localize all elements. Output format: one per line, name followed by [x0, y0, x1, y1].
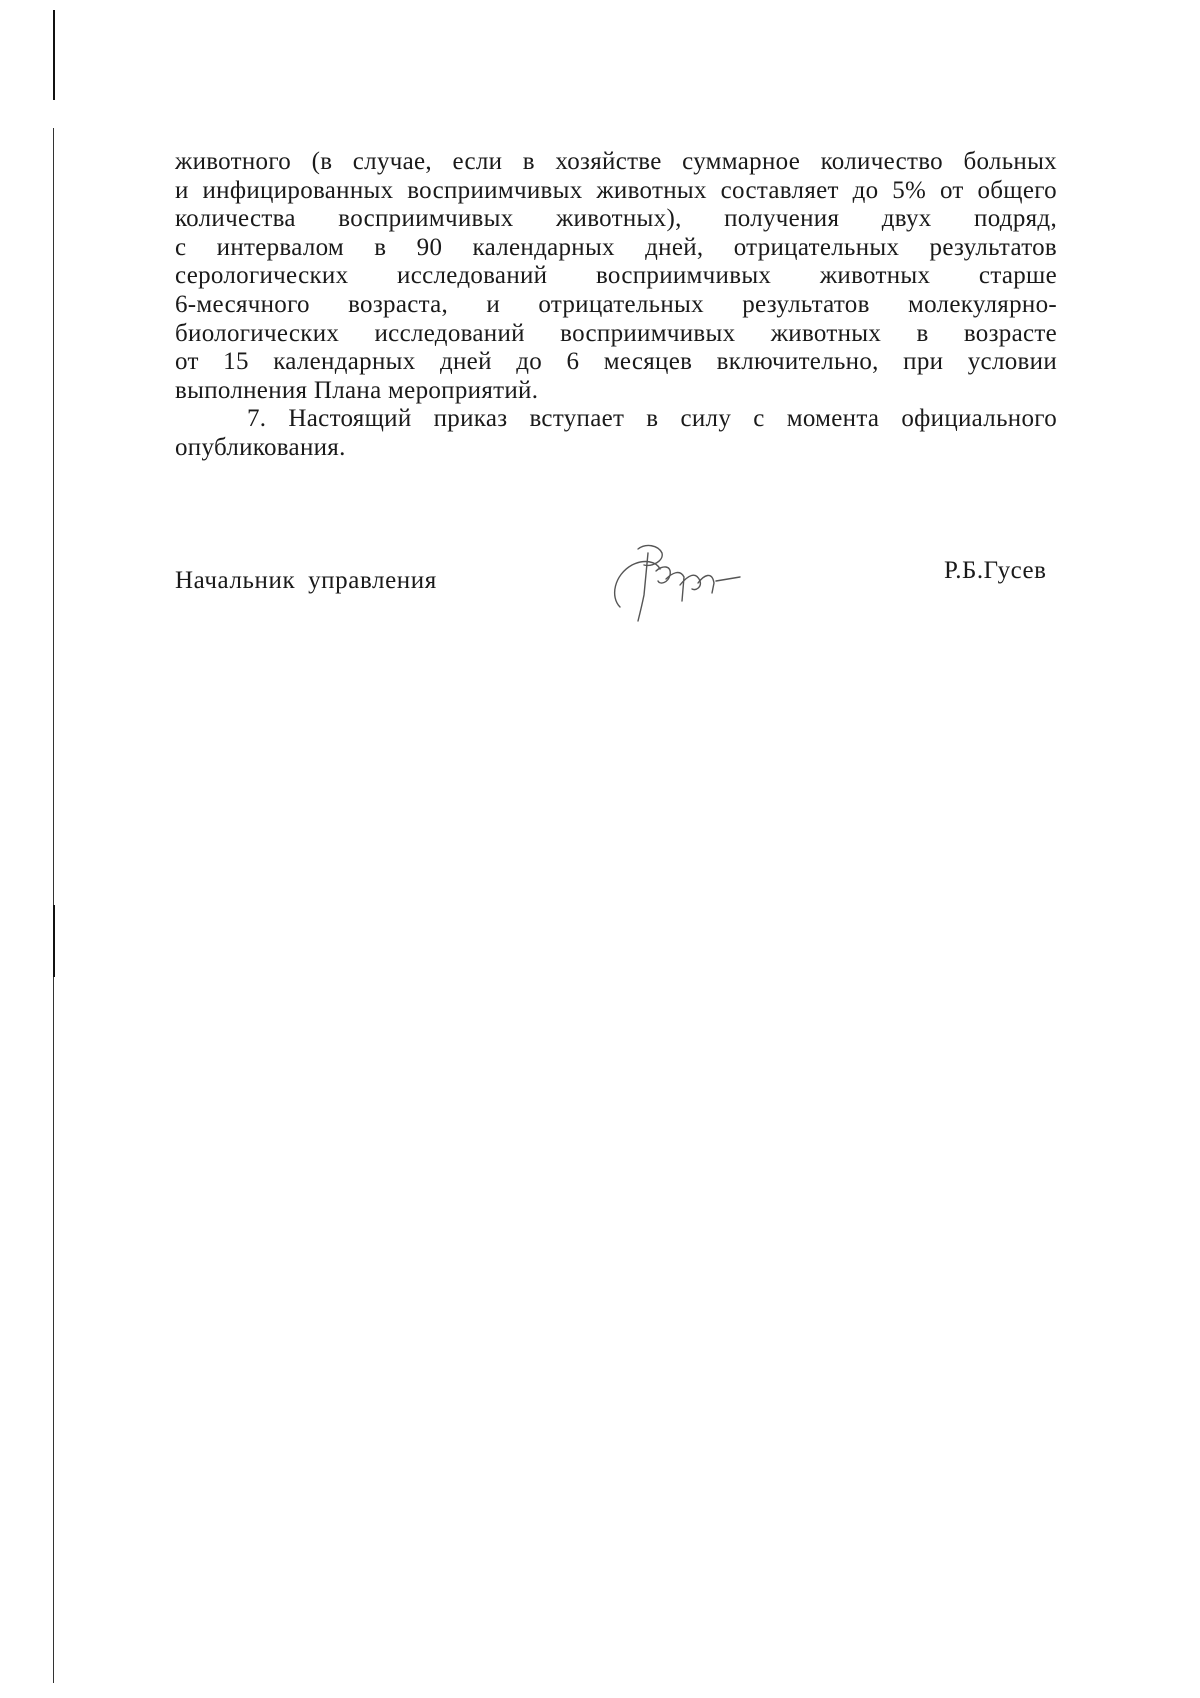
text-line: биологических исследований восприимчивых животных в возрасте	[175, 319, 1057, 347]
document-body	[175, 148, 1057, 463]
handwritten-signature	[600, 535, 770, 625]
text-line: и инфицированных восприимчивых животных составляет до 5% от общего	[175, 176, 1057, 204]
text-line: опубликования.	[175, 433, 346, 461]
scan-edge-line	[53, 10, 55, 100]
text-line: от 15 календарных дней до 6 месяцев включительно, при условии	[175, 348, 1057, 376]
text-line: 7. Настоящий приказ вступает в силу с момента официального	[247, 405, 1057, 433]
text-line: животного (в случае, если в хозяйстве суммарное количество больных	[175, 148, 1057, 175]
scan-edge-line	[53, 905, 55, 977]
text-line: выполнения Плана мероприятий.	[175, 376, 539, 404]
signatory-position: Начальник управления	[175, 567, 437, 594]
text-line: с интервалом в 90 календарных дней, отрицательных результатов	[175, 233, 1057, 261]
text-line: количества восприимчивых животных), получения двух подряд,	[175, 205, 1057, 233]
text-line: серологических исследований восприимчивых животных старше	[175, 262, 1057, 290]
text-line: 6-месячного возраста, и отрицательных результатов молекулярно-	[175, 290, 1057, 318]
signatory-name: Р.Б.Гусев	[944, 557, 1047, 584]
